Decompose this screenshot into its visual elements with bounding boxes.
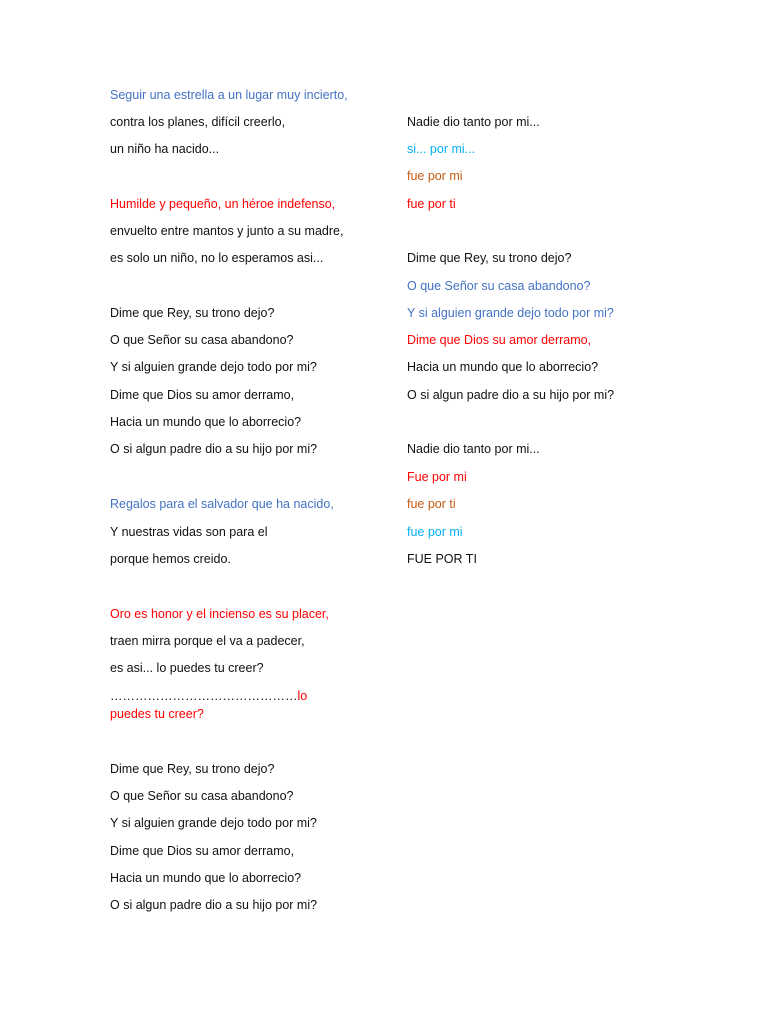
lyric-line: O si algun padre dio a su hijo por mi? [407, 388, 615, 402]
lyric-line: Hacia un mundo que lo aborrecio? [407, 360, 599, 374]
lyric-line: Regalos para el salvador que ha nacido, [110, 497, 334, 511]
lyric-line: Dime que Dios su amor derramo, [110, 388, 295, 402]
lyric-line: Y si alguien grande dejo todo por mi? [407, 306, 614, 320]
lyric-line: fue por mi [407, 169, 463, 183]
lyric-line: Nadie dio tanto por mi... [407, 115, 540, 129]
lyric-line: porque hemos creido. [110, 552, 231, 566]
lyric-line-dotted [110, 687, 340, 723]
lyric-line: O que Señor su casa abandono? [110, 789, 294, 803]
lyric-line: Dime que Rey, su trono dejo? [407, 251, 572, 265]
lyric-line: Y si alguien grande dejo todo por mi? [110, 816, 317, 830]
lyric-line: Dime que Dios su amor derramo, [407, 333, 592, 347]
lyric-line: envuelto entre mantos y junto a su madre, [110, 224, 344, 238]
lyric-line: fue por ti [407, 197, 456, 211]
lyric-line: fue por mi [407, 525, 463, 539]
lyric-line: Oro es honor y el incienso es su placer, [110, 607, 329, 621]
lyric-line: Hacia un mundo que lo aborrecio? [110, 871, 302, 885]
lyric-line: fue por ti [407, 497, 456, 511]
lyric-line: Dime que Rey, su trono dejo? [110, 762, 275, 776]
lyric-line: Dime que Rey, su trono dejo? [110, 306, 275, 320]
lyric-line: contra los planes, difícil creerlo, [110, 115, 286, 129]
lyric-echo: lo puedes tu creer? [110, 689, 308, 721]
dotted-leader: ……………………………………… [110, 689, 298, 703]
lyric-line: es asi... lo puedes tu creer? [110, 661, 264, 675]
lyric-line: Seguir una estrella a un lugar muy incierto, [110, 88, 348, 102]
lyric-line: Fue por mi [407, 470, 467, 484]
lyric-line: Nadie dio tanto por mi... [407, 442, 540, 456]
lyric-line: Hacia un mundo que lo aborrecio? [110, 415, 302, 429]
lyric-line: traen mirra porque el va a padecer, [110, 634, 305, 648]
lyric-line: O que Señor su casa abandono? [407, 279, 591, 293]
lyric-line: O que Señor su casa abandono? [110, 333, 294, 347]
lyric-line: Humilde y pequeño, un héroe indefenso, [110, 197, 336, 211]
lyric-line: si... por mi... [407, 142, 476, 156]
lyric-line: Y nuestras vidas son para el [110, 525, 268, 539]
lyric-line: FUE POR TI [407, 552, 477, 566]
lyric-line: O si algun padre dio a su hijo por mi? [110, 442, 318, 456]
lyric-line: O si algun padre dio a su hijo por mi? [110, 898, 318, 912]
lyric-line: Dime que Dios su amor derramo, [110, 844, 295, 858]
lyric-line: es solo un niño, no lo esperamos asi... [110, 251, 324, 265]
lyric-line: un niño ha nacido... [110, 142, 220, 156]
lyric-line: Y si alguien grande dejo todo por mi? [110, 360, 317, 374]
